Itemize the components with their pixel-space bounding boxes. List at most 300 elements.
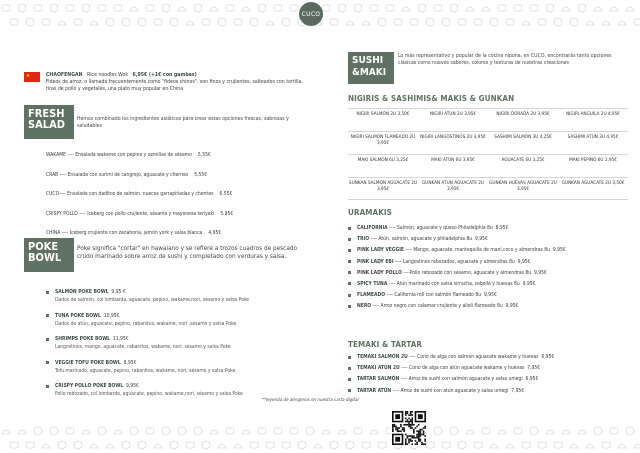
qr-module [405, 414, 407, 416]
item-name: TEMAKI ATÚN 2U [357, 365, 400, 372]
qr-module [407, 421, 409, 423]
item-name: NERO [357, 303, 372, 310]
grid-cell: NIGIRI ATÚN 2U 3,95€ [429, 112, 477, 117]
qr-module [411, 417, 413, 419]
food-pattern-doodle [74, 19, 82, 25]
list-item [348, 247, 628, 258]
food-pattern-doodle [578, 430, 586, 434]
qr-module [416, 442, 418, 444]
qr-module [423, 430, 425, 432]
food-pattern-doodle [610, 7, 618, 11]
qr-module [407, 424, 409, 426]
food-pattern-doodle [210, 7, 218, 11]
item-text: ---- Arroz de sushi con salmón aguacate y salsa umegi [399, 376, 523, 383]
qr-module [416, 434, 418, 436]
qr-module [411, 414, 413, 416]
qr-module [418, 432, 420, 434]
food-pattern-doodle [178, 427, 186, 435]
qr-module [421, 429, 423, 431]
food-pattern-doodle [290, 428, 298, 434]
uramakis-title: URAMAKIS [348, 208, 392, 217]
qr-module [423, 427, 425, 429]
food-pattern-doodle [146, 428, 154, 434]
qr-module [407, 419, 409, 421]
food-pattern-doodle [122, 441, 130, 449]
chaofan-price: 6,95€ (+1€ con gambas) [132, 72, 197, 78]
item-name: SALMON POKE BOWL [55, 289, 109, 295]
list-item [348, 365, 628, 376]
food-pattern-doodle [562, 7, 570, 11]
grid-cell: MAKI SALMÓN 6U 3,25€ [357, 158, 409, 163]
food-pattern-doodle [354, 4, 362, 12]
food-pattern-doodle [570, 18, 578, 26]
food-pattern-doodle [586, 444, 594, 448]
food-pattern-doodle [306, 427, 314, 435]
table-row [348, 131, 628, 154]
item-text: WAKAME ---- Ensalada wakame con pepino y semillas de sésamo [46, 152, 192, 158]
grid-cell: NIGIRI DORADA 2U 3,95€ [496, 112, 550, 117]
qr-module [420, 429, 422, 431]
food-pattern-doodle [242, 430, 250, 434]
qr-module [400, 424, 402, 426]
item-name: TARTAR ATÚN [357, 387, 392, 394]
food-pattern-doodle [522, 21, 530, 25]
item-price: 8,95€ [123, 359, 137, 366]
food-pattern-doodle [162, 4, 170, 12]
food-pattern-doodle [474, 442, 482, 448]
qr-module [407, 411, 409, 413]
qr-module [411, 427, 413, 429]
qr-module [410, 411, 412, 413]
food-pattern-doodle [618, 444, 626, 448]
poke-bowl-title: POKE BOWL [24, 238, 74, 272]
qr-module [413, 424, 415, 426]
grid-cell: MAKI ATÚN 6U 3,95€ [431, 158, 475, 163]
item-name: SHRIMPS POKE BOWL [55, 336, 111, 342]
item-description: Pollo rebozado, col lombarda, aguacate, pepino, wakame,nori, sésamo y salsa Poke [55, 391, 243, 397]
qr-module [413, 437, 415, 439]
qr-module [411, 443, 413, 445]
food-pattern-doodle [218, 18, 226, 26]
list-item [348, 270, 628, 281]
qr-module [411, 411, 413, 413]
food-pattern-doodle [458, 441, 466, 449]
food-pattern-doodle [338, 4, 346, 12]
item-price: 6,95€ [541, 354, 555, 360]
list-item [348, 354, 628, 365]
qr-module [424, 426, 426, 428]
qr-module [413, 435, 415, 437]
uramakis-list [348, 225, 628, 315]
qr-module [416, 443, 418, 445]
item-price: 6,95€ [525, 376, 539, 383]
qr-code-icon[interactable] [391, 410, 425, 444]
food-pattern-doodle [426, 18, 434, 26]
qr-module [420, 435, 422, 437]
food-pattern-doodle [514, 5, 522, 11]
food-pattern-doodle [554, 442, 562, 448]
qr-module [424, 439, 426, 441]
food-pattern-doodle [354, 428, 362, 434]
food-pattern-doodle [258, 428, 266, 434]
qr-module [424, 443, 426, 445]
food-pattern-doodle [466, 7, 474, 11]
grid-cell: SASHIMI ATÚN 3U 4,95€ [567, 135, 619, 140]
food-pattern-doodle [602, 21, 610, 25]
qr-module [411, 419, 413, 421]
food-pattern-doodle [434, 5, 442, 11]
allergen-legend: **leyenda de alergenos en nuestra carta digital [262, 398, 359, 403]
food-pattern-doodle [274, 5, 282, 11]
food-pattern-doodle [434, 427, 442, 435]
qr-module [416, 426, 418, 428]
qr-module [395, 427, 397, 429]
qr-module [403, 430, 405, 432]
food-pattern-doodle [442, 18, 450, 26]
food-pattern-doodle [162, 427, 170, 435]
food-pattern-doodle [42, 19, 50, 25]
item-price: 9,95€ [505, 303, 519, 310]
qr-module [405, 417, 407, 419]
item-text: ---- Langostinos rebozados, aguacate y almendras 8u [393, 258, 515, 265]
qr-module [421, 442, 423, 444]
food-pattern-doodle [58, 21, 66, 25]
food-pattern-doodle [378, 442, 386, 448]
qr-module [408, 426, 410, 428]
food-pattern-doodle [186, 21, 194, 25]
qr-module [408, 422, 410, 424]
item-price: 5,55€ [194, 171, 208, 178]
qr-module [408, 421, 410, 423]
food-pattern-doodle [322, 430, 330, 434]
grid-cell: GUNKAN HUEVAS AGUACATE 2U 3,95€ [489, 181, 557, 192]
food-pattern-doodle [562, 430, 570, 434]
food-pattern-doodle [442, 442, 450, 448]
qr-module [410, 439, 412, 441]
qr-module [405, 442, 407, 444]
food-pattern-doodle [18, 430, 26, 434]
food-pattern-doodle [10, 442, 18, 448]
qr-module [423, 443, 425, 445]
food-pattern-doodle [250, 18, 258, 26]
qr-module [418, 439, 420, 441]
food-pattern-doodle [194, 4, 202, 12]
qr-module [423, 432, 425, 434]
chaofan-title: CHAOFENGAN [46, 72, 83, 78]
food-pattern-doodle [450, 4, 458, 12]
item-price: 7,95€ [511, 387, 525, 394]
food-pattern-doodle [426, 442, 434, 448]
temaki-title: TEMAKI & TARTAR [348, 340, 423, 349]
qr-module [398, 430, 400, 432]
item-text: ---- California roll con salmón flameado 8u [385, 292, 482, 299]
food-pattern-doodle [74, 441, 82, 449]
food-pattern-doodle [634, 444, 640, 448]
qr-module [392, 426, 394, 428]
food-pattern-doodle [98, 427, 106, 435]
qr-module [411, 421, 413, 423]
food-pattern-doodle [114, 430, 122, 434]
item-price: 4,95€ [208, 230, 222, 236]
nigiri-grid [348, 108, 628, 200]
qr-module [408, 414, 410, 416]
list-item [348, 292, 628, 303]
list-item [46, 313, 316, 337]
item-name: TRIO [357, 236, 370, 243]
fresh-salad-list [46, 152, 316, 250]
food-pattern-doodle [50, 427, 58, 435]
sushi-description: Lo más representativo y popular de la cocina nipona, en CUCO, encontrarás tanto opciones clásicas como nuevos sabores, colores y texturas de nuestras creaciones [398, 53, 612, 66]
qr-module [405, 434, 407, 436]
food-pattern-doodle [314, 444, 322, 448]
food-pattern-doodle [490, 444, 498, 448]
food-pattern-doodle [594, 7, 602, 11]
item-text: CRISPY POLLO ---- Iceberg con pollo crujiente, sésamo y mayonesa teriyaki [46, 210, 215, 217]
food-pattern-doodle [170, 441, 178, 449]
qr-module [421, 434, 423, 436]
qr-module [413, 432, 415, 434]
sushi-maki-title: SUSHI &MAKI [348, 52, 394, 84]
item-text: ---- Cono de alga con atún aguacate wakame y huevas [399, 365, 525, 372]
qr-module [407, 437, 409, 439]
grid-cell: NIGIRI LANGOSTINOS 2U 3,95€ [420, 135, 486, 140]
qr-module [408, 440, 410, 442]
qr-module [410, 426, 412, 428]
food-pattern-doodle [226, 5, 234, 11]
item-name: PINK LADY EBI [357, 258, 394, 265]
qr-module [402, 427, 404, 429]
food-pattern-doodle [66, 428, 74, 434]
qr-module [403, 429, 405, 431]
item-price: 9,95€ [517, 258, 531, 265]
food-pattern-doodle [386, 5, 394, 11]
item-name: SPICY TUNA [357, 280, 388, 287]
food-pattern-doodle [26, 442, 34, 448]
item-price: 8,95€ [495, 225, 509, 231]
item-text: ----Pollo rebozado con sésamo, aguacate y almendras 8u [401, 269, 532, 276]
food-pattern-doodle [2, 430, 10, 434]
food-pattern-doodle [90, 21, 98, 25]
list-item [348, 236, 628, 247]
food-pattern-doodle [458, 19, 466, 25]
qr-module [416, 435, 418, 437]
qr-module [411, 422, 413, 424]
list-item [46, 152, 316, 172]
food-pattern-doodle [394, 19, 402, 25]
qr-module [410, 421, 412, 423]
table-row [348, 177, 628, 200]
food-pattern-doodle [282, 442, 290, 448]
qr-finder [395, 437, 400, 442]
item-price: 5,55€ [197, 152, 211, 158]
item-text: ---- Cono de alga con salmón aguacate wakame y huevas [407, 354, 539, 360]
list-item [46, 289, 316, 313]
food-pattern-doodle [226, 428, 234, 434]
list-item [348, 376, 628, 387]
food-pattern-doodle [34, 427, 42, 435]
item-price: 11,95€ [112, 336, 129, 342]
item-text: ---- Arroz de sushi con atún aguacate y salsa umegi [391, 387, 509, 394]
qr-finder [418, 414, 423, 419]
qr-module [418, 430, 420, 432]
item-text: ---- Mango, aguacate, mantequilla de maní,coco y almendras 8u [404, 247, 550, 254]
list-item [348, 259, 628, 270]
qr-module [408, 424, 410, 426]
item-name: CALIFORNIA [357, 225, 388, 231]
food-pattern-doodle [450, 427, 458, 435]
qr-module [420, 440, 422, 442]
qr-module [424, 427, 426, 429]
qr-module [402, 429, 404, 431]
grid-cell: GUNKAN AGUACATE 2U 3,50€ [561, 181, 625, 186]
grid-cell: MAKI PEPINO 6U 2,95€ [569, 158, 617, 163]
qr-module [415, 427, 417, 429]
qr-module [405, 440, 407, 442]
food-pattern-doodle [410, 19, 418, 25]
food-pattern-doodle [266, 442, 274, 448]
item-price: 9,95€ [552, 247, 566, 254]
list-item [46, 360, 316, 384]
food-pattern-doodle [570, 444, 578, 448]
item-price: 9,95€ [522, 280, 536, 287]
food-pattern-doodle [138, 18, 146, 26]
food-pattern-doodle [122, 18, 130, 26]
list-item [348, 303, 628, 314]
chinese-flag-icon [24, 72, 40, 82]
item-name: FLAMEADO [357, 292, 386, 299]
food-pattern-doodle [218, 444, 226, 448]
qr-module [405, 443, 407, 445]
item-price: 6.55€ [219, 191, 233, 197]
qr-module [418, 434, 420, 436]
food-pattern-doodle [2, 5, 10, 11]
food-pattern-doodle [338, 430, 346, 434]
food-pattern-doodle [154, 444, 162, 448]
qr-module [418, 424, 420, 426]
qr-module [411, 437, 413, 439]
item-name: VEGGIE TOFU POKE BOWL [55, 359, 121, 366]
food-pattern-doodle [402, 7, 410, 11]
qr-module [397, 427, 399, 429]
food-pattern-doodle [194, 427, 202, 435]
food-pattern-doodle [610, 428, 618, 434]
item-price: 7,95€ [527, 365, 541, 372]
chaofan-block [24, 72, 314, 93]
qr-module [410, 435, 412, 437]
food-pattern-doodle [530, 5, 538, 11]
list-item [46, 336, 316, 360]
qr-module [420, 430, 422, 432]
food-pattern-doodle [146, 5, 154, 11]
qr-module [411, 424, 413, 426]
food-pattern-doodle [362, 442, 370, 448]
food-pattern-doodle [250, 442, 258, 448]
qr-module [403, 427, 405, 429]
food-pattern-doodle [274, 428, 282, 434]
qr-module [407, 435, 409, 437]
item-name: TUNA POKE BOWL [55, 312, 101, 319]
item-name: TEMAKI SALMÓN 2U [357, 354, 408, 360]
qr-module [410, 419, 412, 421]
item-text: CRAB ---- Ensalada con surimi de cangrejo, aguacate y cherries [46, 171, 189, 178]
food-pattern-doodle [178, 7, 186, 11]
food-pattern-doodle [18, 4, 26, 12]
qr-module [394, 426, 396, 428]
grid-cell: NIGIRI SALMÓN 2U 3,50€ [356, 112, 410, 117]
qr-module [408, 435, 410, 437]
food-pattern-doodle [42, 444, 50, 448]
qr-module [420, 439, 422, 441]
item-name: TARTAR SALMÓN [357, 376, 400, 383]
qr-module [415, 440, 417, 442]
qr-module [408, 442, 410, 444]
qr-module [400, 426, 402, 428]
qr-module [424, 440, 426, 442]
food-pattern-doodle [186, 442, 194, 448]
item-price: 9,95€ [126, 383, 139, 389]
food-pattern-doodle [210, 430, 218, 434]
qr-module [407, 413, 409, 415]
item-name: PINK LADY VEGGIE [357, 247, 405, 254]
qr-module [395, 426, 397, 428]
qr-module [418, 440, 420, 442]
list-item [46, 211, 316, 231]
qr-module [400, 430, 402, 432]
qr-module [420, 432, 422, 434]
food-pattern-doodle [522, 442, 530, 448]
item-description: Dados de salmón, col lombarda, aguacate, pepino, wakame,nori, sésamo y salsa Poke [55, 297, 250, 303]
food-pattern-doodle [538, 442, 546, 448]
qr-module [392, 429, 394, 431]
item-description: Langostinos, mango, aguacate, rabanitos, wakame, nori, sésamo y salsa Poke [55, 344, 231, 350]
qr-module [413, 429, 415, 431]
food-pattern-doodle [202, 441, 210, 449]
qr-finder [395, 414, 400, 419]
qr-module [420, 434, 422, 436]
bottom-food-pattern [0, 423, 640, 453]
food-pattern-doodle [26, 18, 34, 26]
qr-module [397, 429, 399, 431]
qr-module [392, 427, 394, 429]
fresh-salad-title: FRESH SALAD [24, 105, 74, 139]
qr-module [416, 430, 418, 432]
qr-module [416, 437, 418, 439]
qr-module [405, 411, 407, 413]
food-pattern-doodle [546, 430, 554, 434]
food-pattern-doodle [626, 7, 634, 11]
item-text: CHINA ---- Iceberg crujiente con zanahoria, jamón york y salsa blanca [46, 230, 203, 236]
food-pattern-doodle [586, 21, 594, 25]
qr-module [403, 424, 405, 426]
food-pattern-doodle [554, 18, 562, 26]
food-pattern-doodle [106, 444, 114, 448]
qr-module [394, 424, 396, 426]
item-name: CRISPY POLLO POKE BOWL [55, 383, 124, 389]
qr-module [411, 440, 413, 442]
food-pattern-doodle [130, 427, 138, 435]
food-pattern-doodle [90, 444, 98, 448]
qr-module [410, 427, 412, 429]
food-pattern-doodle [370, 430, 378, 434]
qr-module [413, 430, 415, 432]
table-row [348, 154, 628, 177]
food-pattern-doodle [466, 430, 474, 434]
food-pattern-doodle [498, 5, 506, 11]
chaofan-description: Fideos de arroz, o llamado frecuentemente como "fideos chinos", son finos y crujientes, salteados con tortilla, tiras de pollo y vegetales, una plato muy popular en China [46, 79, 303, 92]
poke-bowl-list [46, 289, 316, 407]
grid-cell: GUNKAN ATÚN AGUACATE 2U 3,95€ [421, 181, 485, 192]
food-pattern-doodle [290, 5, 298, 11]
